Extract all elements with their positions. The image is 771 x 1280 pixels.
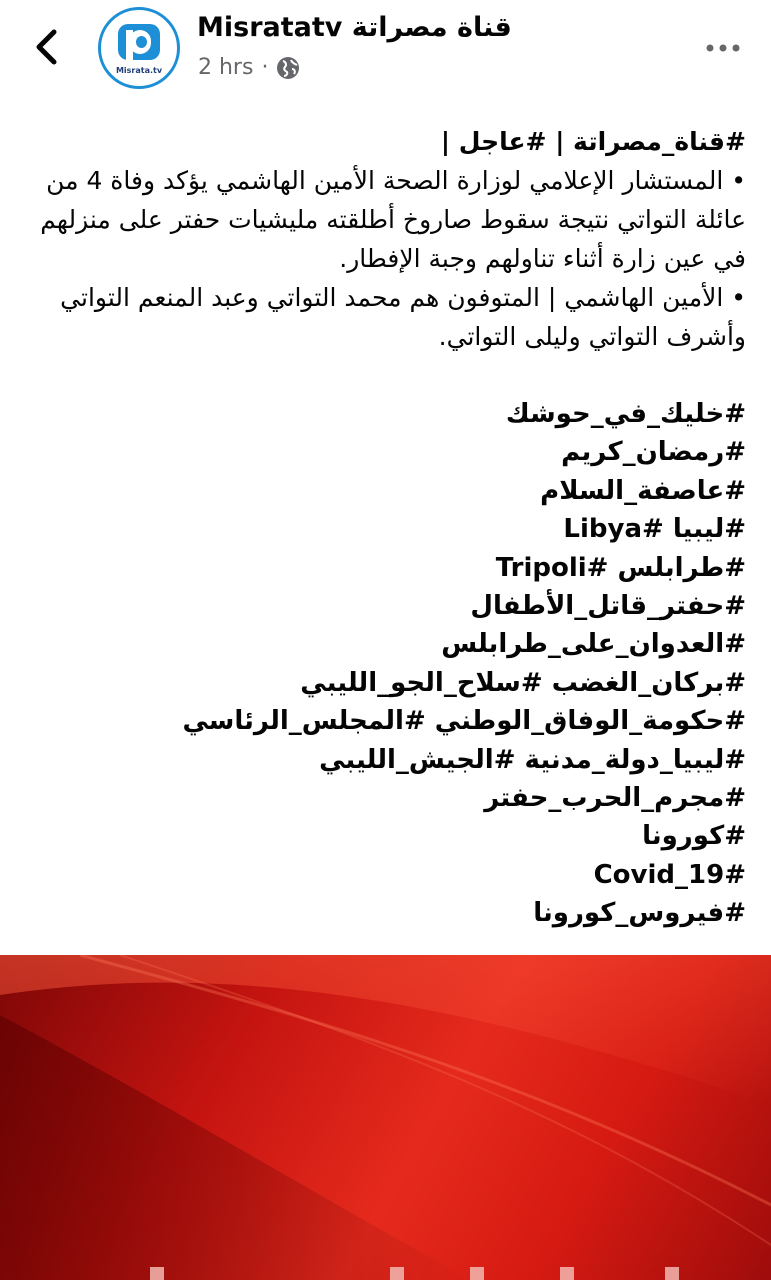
hashtag[interactable]: #عاصفة_السلام <box>540 475 746 506</box>
globe-icon <box>276 56 300 80</box>
red-background-image <box>0 955 771 1280</box>
hashtag[interactable]: #حفتر_قاتل_الأطفال <box>470 591 746 622</box>
page-avatar[interactable] <box>98 7 180 89</box>
post-time[interactable]: 2 hrs <box>198 55 254 80</box>
hashtag[interactable]: #كورونا <box>642 821 746 852</box>
post-paragraph-2: • الأمين الهاشمي | المتوفون هم محمد التواتي وعبد المنعم التواتي وأشرف التواتي وليلى التواتي. <box>60 283 746 351</box>
page-name[interactable]: Misratatv قناة مصراتة <box>197 12 512 43</box>
hashtag[interactable]: #طرابلس #Tripoli <box>495 552 746 583</box>
post-image[interactable] <box>0 955 771 1280</box>
more-options-button[interactable] <box>700 30 748 66</box>
hashtag-list <box>21 395 746 933</box>
hashtag[interactable]: #مجرم_الحرب_حفتر <box>484 783 746 814</box>
hashtag[interactable]: #فيروس_كورونا <box>533 898 746 929</box>
hashtag[interactable]: #حكومة_الوفاق_الوطني #المجلس_الرئاسي <box>182 706 746 737</box>
hashtag[interactable]: #ليبيا #Libya <box>563 514 746 545</box>
post-text <box>21 122 746 933</box>
hashtag[interactable]: #العدوان_على_طرابلس <box>441 629 746 660</box>
post-header <box>0 0 771 110</box>
hashtag[interactable]: #رمضان_كريم <box>561 437 746 468</box>
meta-separator: · <box>261 55 269 80</box>
post-paragraph-1: • المستشار الإعلامي لوزارة الصحة الأمين الهاشمي يؤكد وفاة 4 من عائلة التواتي نتيجة سقوط صاروخ أطلقته مليشيات حفتر على منزلهم في عين زارة أثناء تناولهم وجبة الإفطار. <box>40 166 746 273</box>
chevron-left-icon <box>22 22 72 72</box>
misrata-tv-logo-icon <box>101 10 177 86</box>
post-meta <box>198 55 300 80</box>
more-horizontal-icon <box>700 30 748 66</box>
back-button[interactable] <box>22 22 72 72</box>
hashtag[interactable]: #خليك_في_حوشك <box>505 399 746 429</box>
hashtag[interactable]: #Covid_19 <box>593 859 746 890</box>
avatar-label: Misrata.tv <box>115 66 163 75</box>
post-headline: #قناة_مصراتة | #عاجل | <box>440 127 746 156</box>
hashtag[interactable]: #بركان_الغضب #سلاح_الجو_الليبي <box>300 667 746 698</box>
spacer <box>21 356 746 395</box>
hashtag[interactable]: #ليبيا_دولة_مدنية #الجيش_الليبي <box>319 744 746 775</box>
